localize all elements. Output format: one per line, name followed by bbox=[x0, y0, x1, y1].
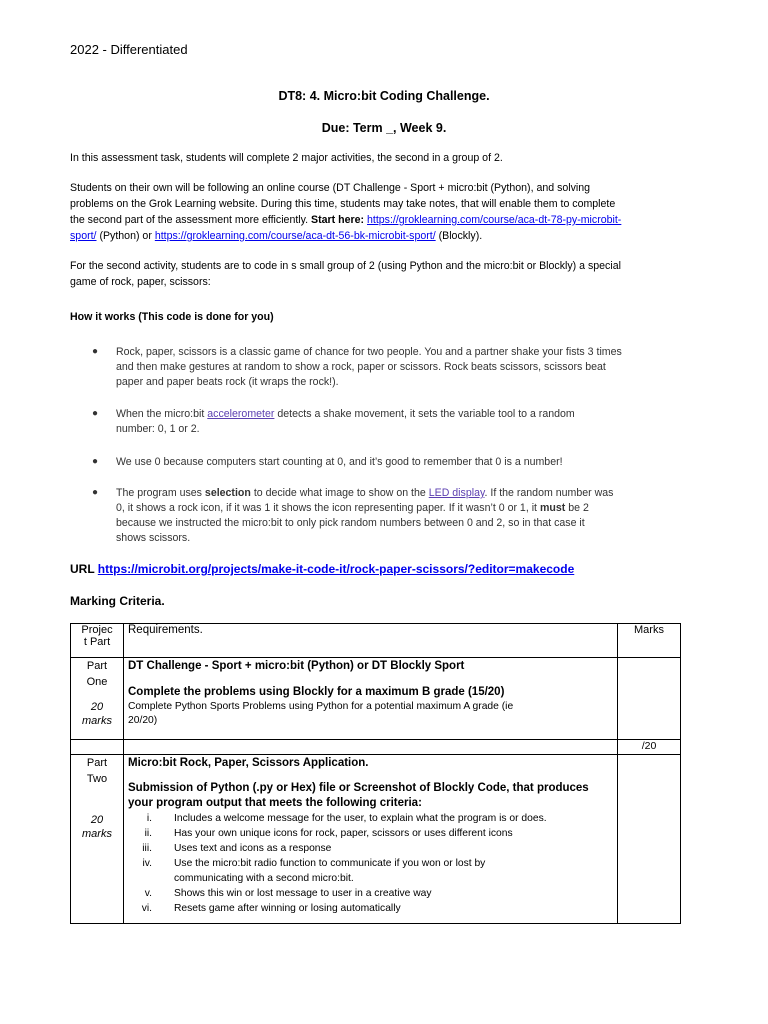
document-header: 2022 - Differentiated bbox=[70, 42, 188, 57]
part-one-marks bbox=[618, 658, 681, 740]
criteria-item bbox=[128, 856, 613, 871]
criteria-text: communicating with a second micro:bit. bbox=[174, 873, 354, 884]
criteria-number: iii. bbox=[142, 843, 152, 854]
bullet-item: We use 0 because computers start counting at 0, and it’s good to remember that 0 is a number! bbox=[116, 456, 563, 468]
table-row bbox=[71, 658, 681, 740]
blockly-course-link[interactable]: https://groklearning.com/course/aca-dt-56-bk-microbit-sport/ bbox=[154, 230, 436, 242]
subtotal-row bbox=[71, 740, 681, 755]
marking-criteria-heading: Marking Criteria. bbox=[70, 594, 165, 608]
criteria-number: i. bbox=[146, 813, 152, 824]
document-title: DT8: 4. Micro:bit Coding Challenge. bbox=[278, 89, 490, 103]
part-two-cell: Part Two 20 marks bbox=[71, 755, 124, 924]
part-two-requirements: Micro:bit Rock, Paper, Scissors Application. Submission of Python (.py or Hex) file or Screenshot of Blockly Code, that produces your program output that meets the following criteria: i. Includes a welcome message for the user, to explain what the program is or does. ii. Has your own unique icons for rock, paper, scissors or uses different icons iii. Uses text and icons as a response iv. Use the micro:bit radio function to communicate if you won or lost by communicating with a second micro:bit. v. Shows this win or lost message to user in a creative way vi. Resets game after winning or losing automatically bbox=[124, 755, 618, 924]
header-marks: Marks bbox=[618, 624, 681, 658]
accelerometer-link[interactable]: accelerometer bbox=[207, 408, 275, 420]
bullet-icon: ● bbox=[92, 456, 99, 467]
criteria-text: Includes a welcome message for the user, to explain what the program is or does. bbox=[174, 813, 547, 824]
table-header-row bbox=[71, 624, 681, 658]
part-one-requirements: DT Challenge - Sport + micro:bit (Python) or DT Blockly Sport Complete the problems using Blockly for a maximum B grade (15/20) Complete Python Sports Problems using Python for a potential maximum A grade (ie 20/20) bbox=[124, 658, 618, 740]
due-date: Due: Term _, Week 9. bbox=[321, 121, 447, 135]
criteria-number: vi. bbox=[141, 903, 152, 914]
bullet-icon: ● bbox=[92, 346, 99, 357]
url-line: URL https://microbit.org/projects/make-it-code-it/rock-paper-scissors/?editor=makecode bbox=[70, 562, 575, 576]
bullet-item: When the micro:bit accelerometer detects a shake movement, it sets the variable tool to a random number: 0, 1 or 2. bbox=[116, 408, 575, 435]
criteria-number: ii. bbox=[144, 828, 152, 839]
intro-paragraph: In this assessment task, students will complete 2 major activities, the second in a group of 2. bbox=[70, 152, 503, 164]
criteria-text: Use the micro:bit radio function to communicate if you won or lost by bbox=[174, 858, 486, 869]
marking-criteria-table bbox=[70, 623, 681, 924]
bullet-item: The program uses selection to decide what image to show on the LED display. If the random number was 0, it shows a rock icon, if it was 1 it shows the icon representing paper. If it wasn’t 0 or 1, it must be 2 because we instructed the micro:bit to only pick random numbers between 0 and 2, so in that case it shows scissors. bbox=[116, 487, 614, 544]
python-course-link-continued[interactable]: sport/ bbox=[70, 230, 97, 242]
bullet-item: Rock, paper, scissors is a classic game of chance for two people. You and a partner shake your fists 3 times and then make gestures at random to show a rock, paper or scissors. Rock beats scissors, scissors beat paper and paper beats rock (it wraps the rock!). bbox=[116, 346, 622, 388]
how-it-works-heading: How it works (This code is done for you) bbox=[70, 311, 274, 323]
python-course-link[interactable]: https://groklearning.com/course/aca-dt-78-py-microbit- bbox=[366, 214, 622, 226]
bullet-icon: ● bbox=[92, 408, 99, 419]
makecode-project-link[interactable]: https://microbit.org/projects/make-it-code-it/rock-paper-scissors/?editor=makecode bbox=[97, 562, 575, 576]
criteria-item bbox=[128, 811, 613, 826]
criteria-text: Has your own unique icons for rock, paper, scissors or uses different icons bbox=[174, 828, 513, 839]
criteria-item bbox=[128, 871, 613, 886]
second-activity-paragraph: For the second activity, students are to code in s small group of 2 (using Python and the micro:bit or Blockly) a special game of rock, paper, scissors: bbox=[70, 260, 621, 288]
start-here-label: Start here: bbox=[311, 214, 365, 226]
header-requirements: Requirements. bbox=[124, 624, 618, 658]
subtotal-cell: /20 bbox=[618, 740, 681, 755]
table-row bbox=[71, 755, 681, 924]
criteria-list bbox=[128, 811, 613, 916]
criteria-number: v. bbox=[144, 888, 152, 899]
part-two-marks bbox=[618, 755, 681, 924]
criteria-item bbox=[128, 826, 613, 841]
criteria-text: Shows this win or lost message to user in a creative way bbox=[174, 888, 432, 899]
header-project-part: Projec t Part bbox=[71, 624, 124, 658]
criteria-item bbox=[128, 886, 613, 901]
criteria-text: Uses text and icons as a response bbox=[174, 843, 332, 854]
criteria-item bbox=[128, 901, 613, 916]
course-paragraph: Students on their own will be following an online course (DT Challenge - Sport + micro:bit (Python), and solving problems on the Grok Learning website. During this time, students may take notes, that will enable them to complete the second part of the assessment more efficiently. Start here: https://groklearning.com/course/aca-dt-78-py-microbit- sport/ (Python) or https://groklearning.com/course/aca-dt-56-bk-microbit-sport/ (Blockly). bbox=[70, 182, 622, 242]
bullet-icon: ● bbox=[92, 487, 99, 498]
led-display-link[interactable]: LED display bbox=[428, 487, 485, 499]
criteria-text: Resets game after winning or losing automatically bbox=[174, 903, 401, 914]
criteria-item bbox=[128, 841, 613, 856]
criteria-number: iv. bbox=[142, 858, 152, 869]
part-one-cell: Part One 20 marks bbox=[71, 658, 124, 740]
